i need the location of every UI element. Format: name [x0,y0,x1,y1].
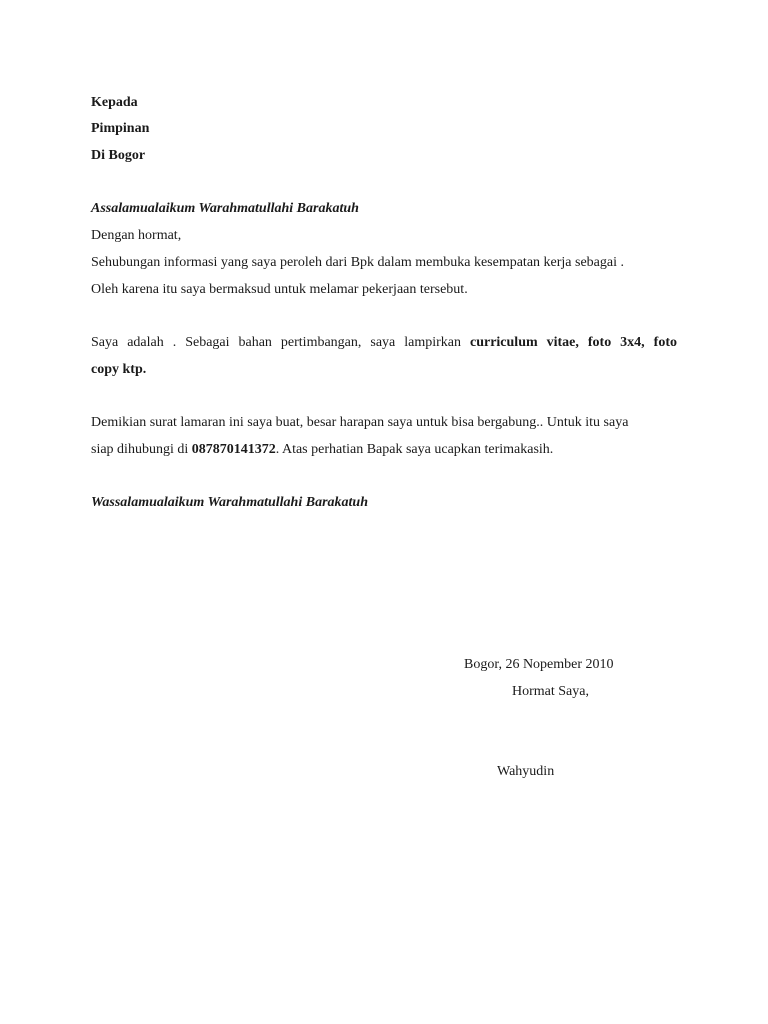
phone-number: 087870141372 [191,442,276,457]
paragraph3-suffix: . Atas perhatian Bapak saya ucapkan terimakasih. [275,442,554,457]
opening: Dengan hormat, [91,228,182,243]
signature-name: Wahyudin [497,764,555,779]
paragraph2-intro: Saya adalah . Sebagai bahan pertimbangan, saya lampirkan [91,335,461,350]
paragraph2-line1 [91,334,677,352]
paragraph3-line1: Demikian surat lamaran ini saya buat, besar harapan saya untuk bisa bergabung.. Untuk itu saya [91,415,629,430]
greeting: Assalamualaikum Warahmatullahi Barakatuh [91,201,359,216]
paragraph2-line2: copy ktp. [91,362,147,377]
recipient-place: Di Bogor [91,148,146,163]
recipient-to: Kepada [91,95,138,110]
paragraph1-line2: Oleh karena itu saya bermaksud untuk melamar pekerjaan tersebut. [91,282,468,297]
paragraph3-prefix: siap dihubungi di [91,442,189,457]
signature-regards: Hormat Saya, [512,684,589,699]
recipient-name: Pimpinan [91,121,150,136]
paragraph3-line2 [91,441,553,459]
paragraph1-line1: Sehubungan informasi yang saya peroleh dari Bpk dalam membuka kesempatan kerja sebagai . [91,255,624,270]
closing-greeting: Wassalamualaikum Warahmatullahi Barakatuh [91,495,368,510]
paragraph2-attachments: curriculum vitae, foto 3x4, foto [469,335,677,350]
signature-place-date: Bogor, 26 Nopember 2010 [464,657,614,672]
